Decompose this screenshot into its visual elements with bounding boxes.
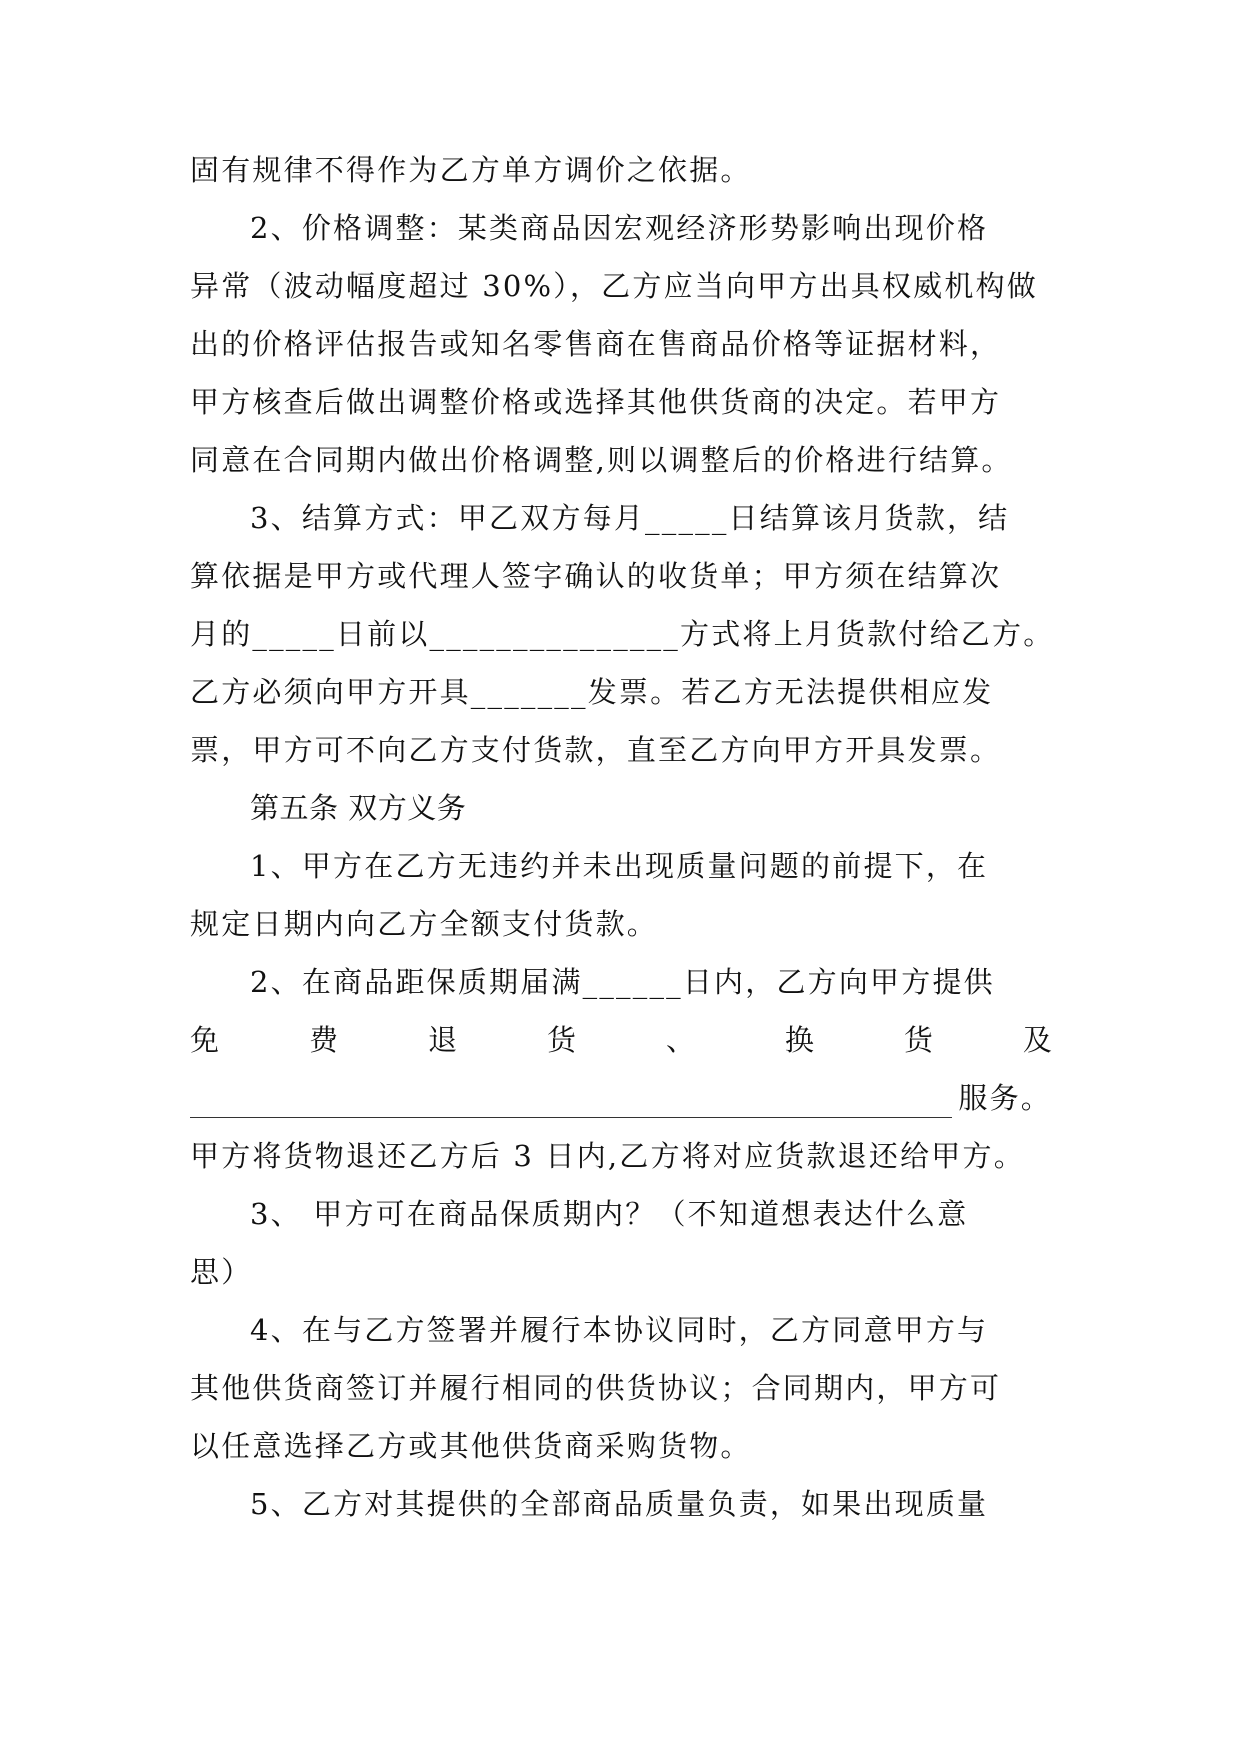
text-line: 甲方核查后做出调整价格或选择其他供货商的决定。若甲方 bbox=[190, 385, 1002, 419]
spread-word: 费 bbox=[308, 1023, 338, 1057]
text-line: 月的_____日前以_______________方式将上月货款付给乙方。 bbox=[190, 617, 1055, 651]
text-line: 思） bbox=[190, 1255, 253, 1289]
clause-shelf-life: 3、 甲方可在商品保质期内？（不知道想表达什么意 bbox=[250, 1197, 969, 1231]
clause-other-suppliers: 4、在与乙方签署并履行本协议同时，乙方同意甲方与 bbox=[250, 1313, 989, 1347]
text-tail: 服务。 bbox=[958, 1081, 1052, 1115]
text-line: 其他供货商签订并履行相同的供货协议；合同期内，甲方可 bbox=[190, 1371, 1002, 1405]
text-line: 异常（波动幅度超过 30%），乙方应当向甲方出具权威机构做 bbox=[190, 269, 1038, 303]
clause-settlement: 3、结算方式：甲乙双方每月_____日结算该月货款，结 bbox=[250, 501, 1010, 535]
clause-return-service: 2、在商品距保质期届满______日内，乙方向甲方提供 bbox=[250, 965, 995, 999]
text-line: 同意在合同期内做出价格调整,则以调整后的价格进行结算。 bbox=[190, 443, 1013, 477]
article-heading: 第五条 双方义务 bbox=[250, 791, 467, 825]
fill-in-blank bbox=[190, 1089, 952, 1118]
clause-payment-duty: 1、甲方在乙方无违约并未出现质量问题的前提下，在 bbox=[250, 849, 989, 883]
spread-word: 、 bbox=[665, 1023, 695, 1057]
clause-quality-responsibility: 5、乙方对其提供的全部商品质量负责，如果出现质量 bbox=[250, 1487, 989, 1521]
blank-fill-line bbox=[190, 1078, 1052, 1118]
text-line: 乙方必须向甲方开具_______发票。若乙方无法提供相应发 bbox=[190, 675, 994, 709]
spread-word: 货 bbox=[903, 1023, 933, 1057]
text-line: 以任意选择乙方或其他供货商采购货物。 bbox=[190, 1429, 752, 1463]
spread-word: 退 bbox=[427, 1023, 457, 1057]
spread-line bbox=[190, 1020, 1052, 1060]
spread-word: 货 bbox=[546, 1023, 576, 1057]
clause-price-adjustment: 2、价格调整：某类商品因宏观经济形势影响出现价格 bbox=[250, 211, 989, 245]
text-line: 甲方将货物退还乙方后 3 日内,乙方将对应货款退还给甲方。 bbox=[190, 1139, 1025, 1173]
spread-word: 免 bbox=[190, 1023, 220, 1057]
text-line: 固有规律不得作为乙方单方调价之依据。 bbox=[190, 153, 752, 187]
spread-word: 换 bbox=[784, 1023, 814, 1057]
text-line: 票，甲方可不向乙方支付货款，直至乙方向甲方开具发票。 bbox=[190, 733, 1002, 767]
text-line: 出的价格评估报告或知名零售商在售商品价格等证据材料， bbox=[190, 327, 1002, 361]
text-line: 规定日期内向乙方全额支付货款。 bbox=[190, 907, 659, 941]
spread-word: 及 bbox=[1022, 1023, 1052, 1057]
text-line: 算依据是甲方或代理人签字确认的收货单；甲方须在结算次 bbox=[190, 559, 1002, 593]
